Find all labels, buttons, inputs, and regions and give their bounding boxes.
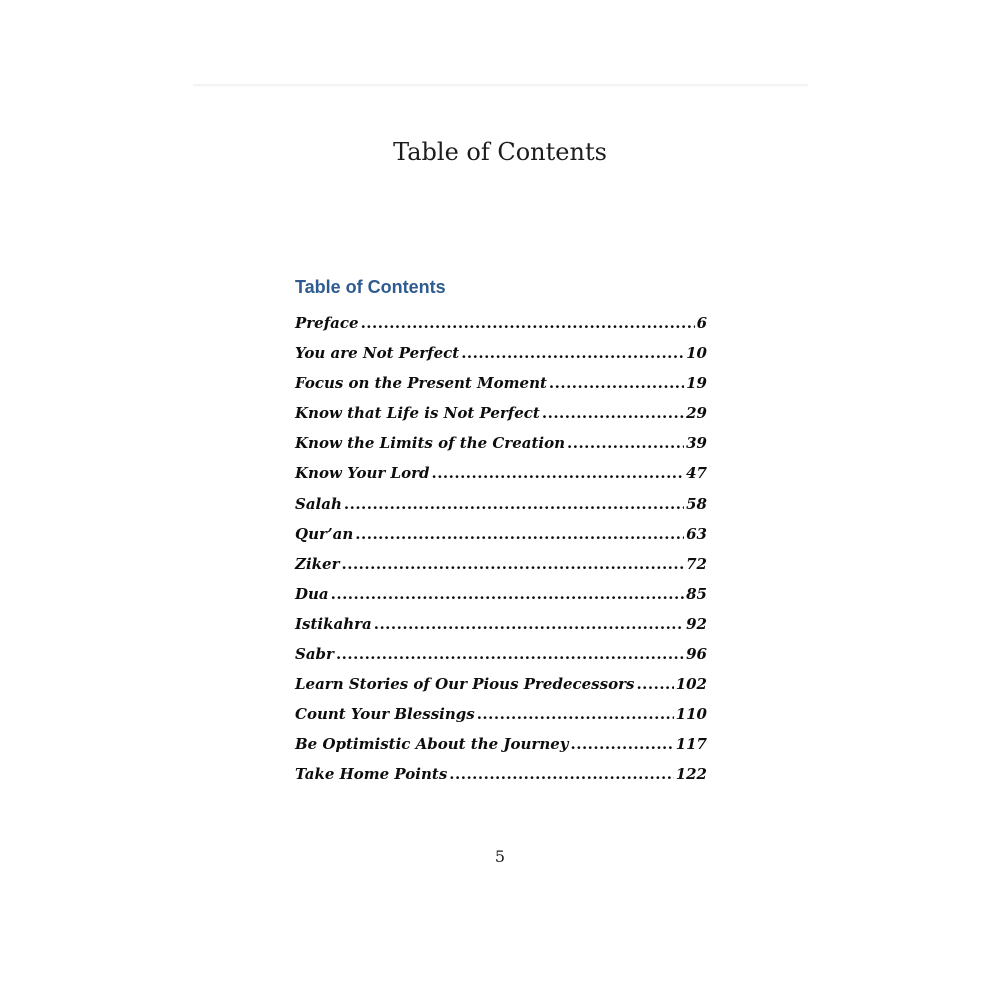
toc-entry-count-your-blessings[interactable]: [295, 699, 707, 729]
toc-entry-title: Ziker: [295, 554, 340, 573]
dot-leader: [542, 398, 684, 428]
toc-entry-page: 92: [686, 614, 707, 633]
top-shadow-rule: [193, 84, 808, 87]
toc-entry-title: Be Optimistic About the Journey: [295, 735, 569, 754]
dot-leader: [567, 428, 684, 458]
toc-entry-title: Count Your Blessings: [295, 705, 475, 724]
toc-list: [295, 308, 707, 790]
toc-entry-page: 110: [675, 705, 707, 724]
toc-entry-be-optimistic[interactable]: [295, 729, 707, 759]
toc-entry-know-that-life-is-not-perfect[interactable]: [295, 398, 707, 428]
toc-entry-take-home-points[interactable]: [295, 759, 707, 789]
toc-entry-title: Know the Limits of the Creation: [295, 434, 566, 453]
toc-entry-title: Qur’an: [295, 524, 354, 543]
toc-entry-title: Know that Life is Not Perfect: [295, 404, 540, 423]
dot-leader: [431, 458, 684, 488]
toc-entry-page: 39: [686, 434, 707, 453]
toc-entry-ziker[interactable]: [295, 549, 707, 579]
toc-entry-know-your-lord[interactable]: [295, 458, 707, 488]
dot-leader: [344, 489, 684, 519]
toc-heading: Table of Contents: [295, 277, 446, 297]
toc-entry-title: Sabr: [295, 645, 334, 664]
page-title: Table of Contents: [393, 138, 607, 166]
toc-entry-page: 10: [686, 344, 707, 363]
toc-entry-title: Dua: [295, 584, 329, 603]
toc-entry-title: Preface: [295, 314, 359, 332]
toc-entry-title: Salah: [295, 494, 342, 513]
toc-entry-page: 122: [675, 765, 707, 784]
dot-leader: [477, 699, 674, 729]
dot-leader: [636, 669, 673, 699]
toc-entry-focus-on-the-present-moment[interactable]: [295, 368, 707, 398]
toc-entry-title: Know Your Lord: [295, 464, 430, 483]
dot-leader: [374, 609, 684, 639]
dot-leader: [355, 519, 684, 549]
toc-entry-page: 85: [686, 584, 707, 603]
toc-entry-preface[interactable]: [295, 308, 707, 338]
dot-leader: [449, 759, 673, 789]
toc-entry-page: 29: [686, 404, 707, 423]
dot-leader: [361, 308, 695, 338]
page-number: 5: [494, 847, 506, 866]
toc-entry-page: 117: [675, 735, 707, 754]
toc-entry-know-the-limits-of-the-creation[interactable]: [295, 428, 707, 458]
toc-entry-sabr[interactable]: [295, 639, 707, 669]
toc-entry-title: Focus on the Present Moment: [295, 374, 547, 393]
toc-entry-page: 102: [675, 675, 707, 694]
toc-entry-title: Istikahra: [295, 614, 372, 633]
toc-entry-dua[interactable]: [295, 579, 707, 609]
dot-leader: [571, 729, 674, 759]
toc-entry-salah[interactable]: [295, 489, 707, 519]
toc-entry-page: 47: [686, 464, 707, 483]
toc-entry-title: Learn Stories of Our Pious Predecessors: [295, 675, 635, 694]
toc-entry-you-are-not-perfect[interactable]: [295, 338, 707, 368]
toc-entry-page: 96: [686, 645, 707, 664]
dot-leader: [336, 639, 684, 669]
toc-entry-page: 19: [686, 374, 707, 393]
dot-leader: [461, 338, 684, 368]
toc-entry-title: Take Home Points: [295, 765, 448, 784]
toc-entry-page: 63: [686, 524, 707, 543]
toc-entry-page: 72: [686, 554, 707, 573]
toc-entry-page: 58: [686, 494, 707, 513]
toc-entry-quran[interactable]: [295, 519, 707, 549]
dot-leader: [331, 579, 684, 609]
dot-leader: [549, 368, 684, 398]
toc-entry-learn-stories[interactable]: [295, 669, 707, 699]
toc-entry-istikahra[interactable]: [295, 609, 707, 639]
toc-entry-title: You are Not Perfect: [295, 344, 460, 363]
toc-entry-page: 6: [696, 314, 707, 332]
dot-leader: [342, 549, 685, 579]
